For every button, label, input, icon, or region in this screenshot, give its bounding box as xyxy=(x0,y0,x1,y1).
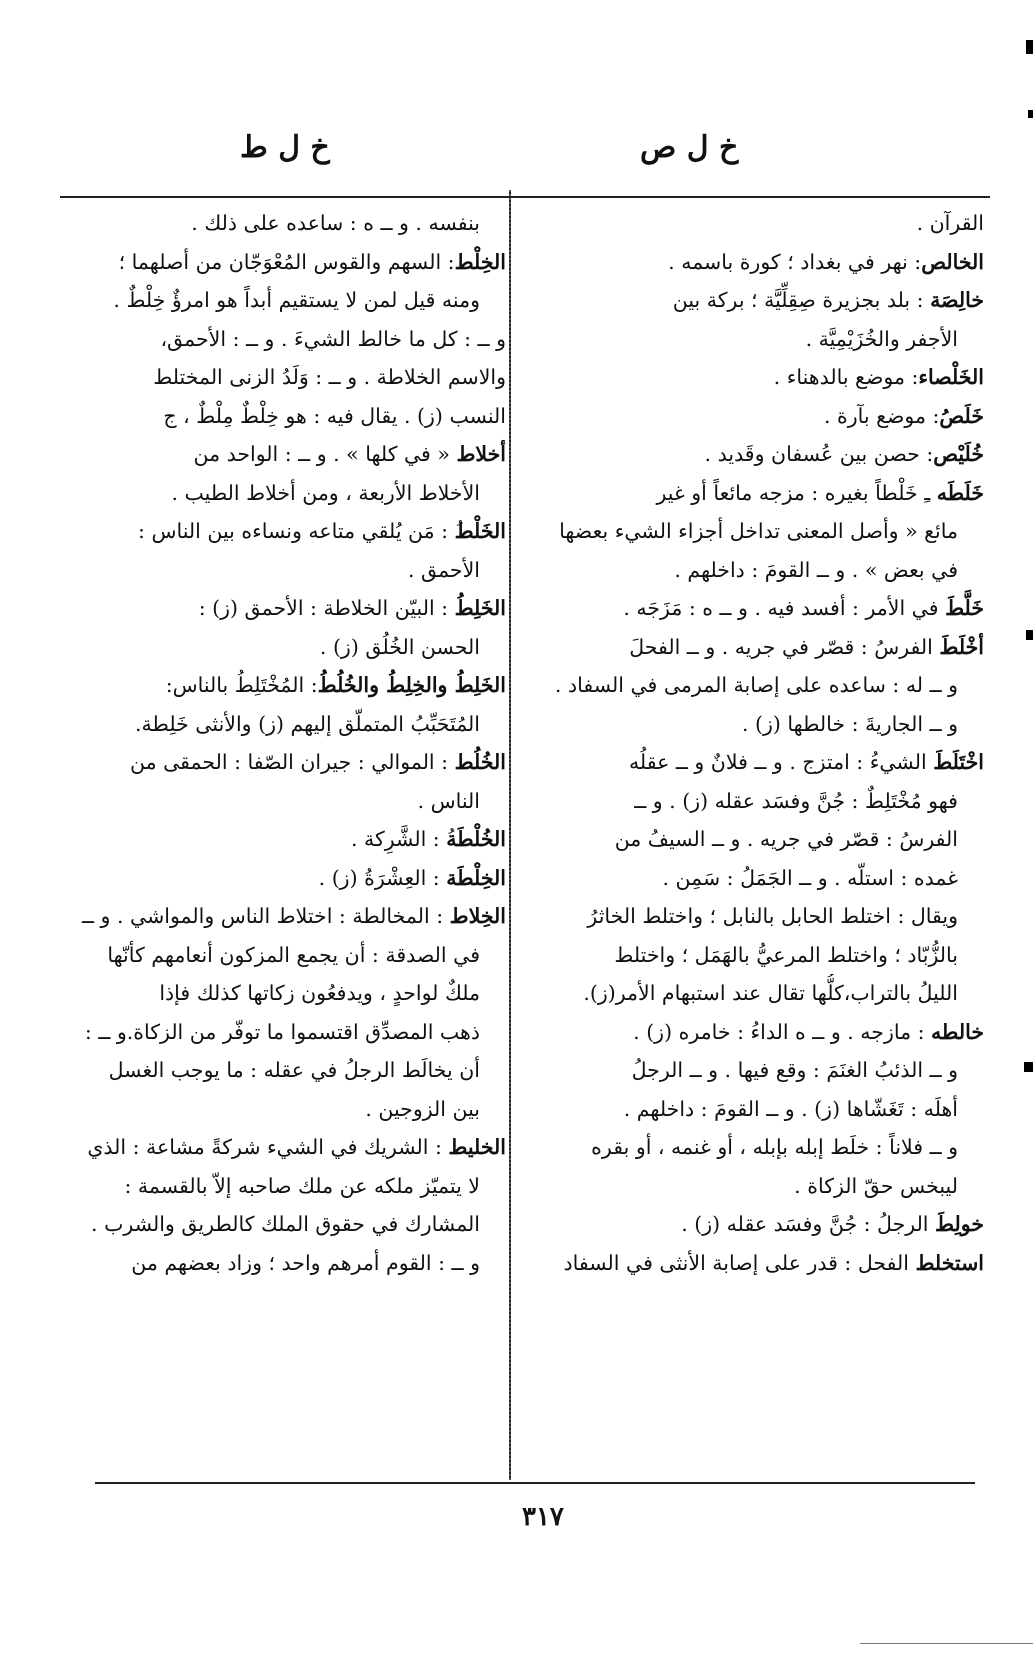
header-left-root: خ ل ط xyxy=(240,130,330,165)
entry-line xyxy=(522,358,984,397)
entry-line xyxy=(522,936,984,975)
entry-line xyxy=(522,666,984,705)
edge-mark xyxy=(1026,40,1033,54)
entry-line xyxy=(522,589,984,628)
definition-text: : موضع بالدهناء . xyxy=(773,365,919,389)
entry-line xyxy=(522,512,984,551)
entry-line xyxy=(522,1013,984,1052)
definition-text: : المُخْتَلِطُ بالناس: xyxy=(165,673,318,697)
definition-text: أن يخالَط الرجلُ في عقله : ما يوجب الغسل xyxy=(108,1058,480,1082)
headword: أخلاط xyxy=(456,442,506,466)
entry-line xyxy=(522,435,984,474)
entry-line xyxy=(78,281,506,320)
entry-line xyxy=(78,243,506,282)
entry-line xyxy=(78,320,506,359)
definition-text: الأحمق . xyxy=(407,557,480,582)
definition-text: : البيّن الخلاطة : الأحمق (ز) : xyxy=(198,596,455,620)
entry-line xyxy=(522,397,984,436)
headword: خالِصَة xyxy=(930,288,984,312)
entry-line xyxy=(78,1051,506,1090)
entry-line xyxy=(522,320,984,359)
entry-line xyxy=(522,281,984,320)
definition-text: المُتَحَبِّبُ المتملّق إليهم (ز) والأنثى خَلِطة. xyxy=(135,711,480,736)
entry-line xyxy=(522,705,984,744)
definition-text: و ــ له : ساعده على إصابة المرمى في السفاد . xyxy=(554,673,958,697)
headword: الخَلْصاء xyxy=(918,365,984,389)
headword: أخْلَطَ xyxy=(939,634,984,659)
entry-line xyxy=(522,628,984,667)
entry-line xyxy=(78,666,506,705)
headword: الخليط xyxy=(448,1135,506,1159)
entry-line xyxy=(78,397,506,436)
definition-text: ليبخس حقّ الزكاة . xyxy=(794,1173,958,1198)
entry-line xyxy=(522,782,984,821)
right-column xyxy=(522,204,984,1474)
definition-text: ُ : مَن يُلقي متاعه ونساءه بين الناس : xyxy=(138,519,455,543)
definition-text: الفرسُ : قصّر في جريه . و ــ الفحلَ xyxy=(629,634,940,659)
page-number: ٣١٧ xyxy=(522,1502,564,1532)
bottom-rule xyxy=(95,1482,975,1484)
definition-text: الحسن الخُلُق (ز) . xyxy=(319,634,480,659)
left-column xyxy=(78,204,506,1474)
definition-text: في الصدقة : أن يجمع المزكون أنعامهم كأنّها xyxy=(107,942,480,967)
definition-text: الشيءُ : امتزج . و ــ فلانٌ و ــ عقلُه xyxy=(628,750,934,774)
definition-text: و ــ الذئبُ الغنَمَ : وقع فيها . و ــ الرجلُ xyxy=(631,1058,958,1082)
headword: الخُلْطَة xyxy=(446,827,506,851)
headword: اخْتَلَطَ xyxy=(933,750,984,774)
headword: الخالص xyxy=(921,249,984,274)
headword: الخِلاط xyxy=(449,904,506,928)
definition-text: الليلُ بالتراب،كلُّها تقال عند استبهام الأمر(ز). xyxy=(583,981,958,1005)
headword: الخِلْط xyxy=(454,249,506,274)
headword: خَلَصُ xyxy=(939,403,984,428)
entry-line xyxy=(78,204,506,243)
definition-text: : حصن بين عُسفان وقَديد . xyxy=(704,442,934,466)
entry-line xyxy=(78,358,506,397)
definition-text: الرجلُ : جُنَّ وفسَد عقله (ز) . xyxy=(681,1212,936,1236)
entry-line xyxy=(78,435,506,474)
entry-line xyxy=(78,974,506,1013)
definition-text: : السهم والقوس المُعْوَجّان من أصلهما ؛ xyxy=(118,249,455,274)
entry-line xyxy=(78,897,506,936)
definition-text: و ــ : كل ما خالط الشيءَ . و ــ : الأحمق، xyxy=(160,326,506,351)
definition-text: الأخلاط الأربعة ، ومن أخلاط الطيب . xyxy=(171,480,480,505)
entry-line xyxy=(78,589,506,628)
definition-text: « في كلها » . و ــ : الواحد من xyxy=(193,442,457,466)
entry-line xyxy=(522,1051,984,1090)
definition-text: و ــ الجاريةَ : خالطها (ز) . xyxy=(741,711,958,736)
definition-text: فهو مُخْتَلِطٌ : جُنَّ وفسَد عقله (ز) . و ــ xyxy=(634,788,958,813)
entry-line xyxy=(78,551,506,590)
entry-line xyxy=(522,1244,984,1283)
definition-text: ُ : الشَّرِكة . xyxy=(350,827,447,851)
entry-line xyxy=(522,551,984,590)
headword: الخُلُط xyxy=(454,750,506,774)
definition-text: النسب (ز) . يقال فيه : هو خِلْطٌ مِلْطٌ ، ج xyxy=(163,403,506,428)
definition-text: بنفسه . و ــ ه : ساعده على ذلك . xyxy=(191,211,480,235)
definition-text: في الأمر : أفسد فيه . و ــ ه : مَزَجَه . xyxy=(623,596,946,620)
definition-text: : موضع بآرة . xyxy=(823,403,940,428)
entry-line xyxy=(78,1244,506,1283)
entry-line xyxy=(78,936,506,975)
headword: الخَلِطُ xyxy=(454,596,506,620)
definition-text: : الموالي : جيران الصّفا : الحمقى من xyxy=(129,750,455,774)
entry-line xyxy=(78,1090,506,1129)
definition-text: القرآن . xyxy=(916,211,984,235)
definition-text: المشارك في حقوق الملك كالطريق والشرب . xyxy=(91,1212,480,1236)
entry-line xyxy=(78,1167,506,1206)
definition-text: والاسم الخلاطة . و ــ : وَلَدُ الزنى المختلط xyxy=(153,365,506,389)
definition-text: الأجفر والخُزَيْمِيَّة . xyxy=(805,326,958,351)
edge-mark xyxy=(1024,1062,1033,1072)
entry-line xyxy=(522,1205,984,1244)
definition-text: مائع « وأصل المعنى تداخل أجزاء الشيء بعضها xyxy=(559,519,958,543)
definition-text: ذهب المصدِّق اقتسموا ما توفّر من الزكاة.و ــ : xyxy=(84,1019,480,1044)
entry-line xyxy=(522,743,984,782)
entry-line xyxy=(522,1167,984,1206)
entry-line xyxy=(522,820,984,859)
entry-line xyxy=(522,243,984,282)
column-divider xyxy=(509,190,511,1480)
header-right-root: خ ل ص xyxy=(640,130,739,165)
definition-text: ومنه قيل لمن لا يستقيم أبداً هو امرؤٌ خِلْطٌ . xyxy=(113,288,480,312)
entry-line xyxy=(78,512,506,551)
headword: الخَلِطُ والخِلِطُ والخُلُطُ xyxy=(317,673,506,697)
entry-line xyxy=(78,705,506,744)
entry-line xyxy=(78,820,506,859)
footer-rule xyxy=(860,1643,1033,1644)
entry-line xyxy=(522,897,984,936)
entry-line xyxy=(78,628,506,667)
entry-line xyxy=(522,474,984,513)
entry-line xyxy=(522,974,984,1013)
entry-line xyxy=(78,1205,506,1244)
headword: خَلَطَه xyxy=(936,480,984,505)
entry-line xyxy=(78,782,506,821)
definition-text: : الشريك في الشيء شركةً مشاعة : الذي xyxy=(87,1135,449,1159)
definition-text: : بلد بجزيرة صِقِلِّيَّة ؛ بركة بين xyxy=(672,288,931,312)
definition-text: و ــ فلاناً : خلَط إبله بإبله ، أو غنمه ، أو بقره xyxy=(591,1135,958,1159)
edge-mark xyxy=(1028,110,1033,118)
entry-line xyxy=(78,743,506,782)
definition-text: الفحل : قدر على إصابة الأنثى في السفاد xyxy=(563,1250,916,1275)
entry-line xyxy=(78,1128,506,1167)
entry-line xyxy=(78,1013,506,1052)
definition-text: بين الزوجين . xyxy=(365,1096,480,1121)
definition-text: ويقال : اختلط الحابل بالنابل ؛ واختلط الخاثرُ xyxy=(587,904,958,928)
entry-line xyxy=(522,859,984,898)
definition-text: الناس . xyxy=(417,788,480,813)
definition-text: ملكٌ لواحدٍ ، ويدفعُون زكاتها كذلك فإذا xyxy=(159,981,480,1005)
definition-text: في بعض » . و ــ القومَ : داخلهم . xyxy=(674,557,958,582)
definition-text: ـِ خَلْطاً بغيره : مزجه مائعاً أو غير xyxy=(656,480,937,505)
headword: استخلط xyxy=(915,1250,984,1275)
definition-text: : نهر في بغداد ؛ كورة باسمه . xyxy=(668,249,922,274)
entry-line xyxy=(78,859,506,898)
definition-text: بالزُّبّاد ؛ واختلط المرعيُّ بالهَمَل ؛ واختلط xyxy=(614,942,958,967)
headword: خُلَيْص xyxy=(933,442,984,466)
definition-text: لا يتميّز ملكه عن ملك صاحبه إلاّ بالقسمة : xyxy=(124,1173,480,1198)
edge-mark xyxy=(1026,630,1033,640)
entry-line xyxy=(78,474,506,513)
headword: خَلَّطَ xyxy=(945,596,984,620)
definition-text: و ــ : القوم أمرهم واحد ؛ وزاد بعضهم من xyxy=(131,1250,480,1275)
definition-text: أهلَه : تَغَشّاها (ز) . و ــ القومَ : داخلهم . xyxy=(623,1096,958,1121)
definition-text: : مازجه . و ــ ه الداءُ : خامره (ز) . xyxy=(633,1019,932,1044)
headword: الخَلْط xyxy=(454,519,506,543)
top-rule xyxy=(60,196,990,198)
definition-text: : العِشْرَةُ (ز) . xyxy=(318,865,447,890)
definition-text: : المخالطة : اختلاط الناس والمواشي . و ــ xyxy=(82,904,450,928)
headword: خولِطَ xyxy=(935,1212,984,1236)
definition-text: الفرسُ : قصّر في جريه . و ــ السيفُ من xyxy=(614,827,958,851)
headword: الخِلْطَة xyxy=(446,865,506,890)
definition-text: غمده : استلّه . و ــ الجَمَلُ : سَمِن . xyxy=(662,865,958,890)
entry-line xyxy=(522,1128,984,1167)
entry-line xyxy=(522,204,984,243)
entry-line xyxy=(522,1090,984,1129)
headword: خالطه xyxy=(931,1019,984,1044)
